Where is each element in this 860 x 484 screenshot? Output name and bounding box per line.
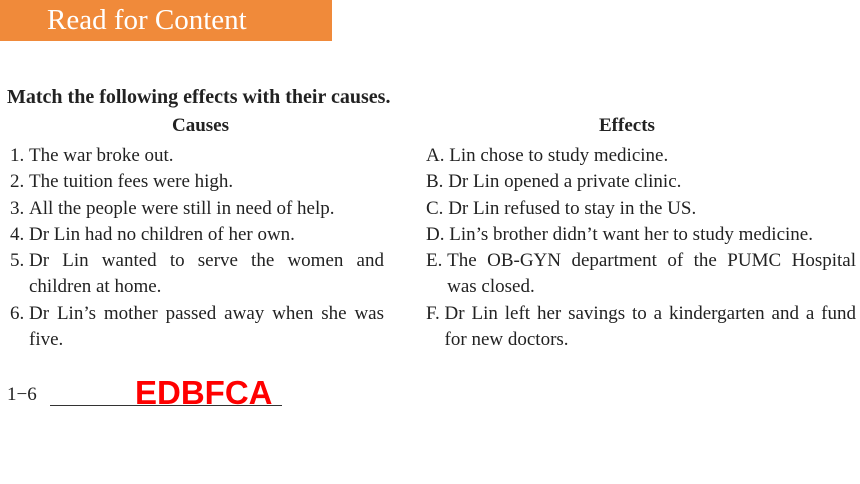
item-number: 2. [10, 171, 25, 193]
item-letter: B. [426, 171, 444, 193]
effects-list [426, 143, 856, 353]
list-item [426, 222, 856, 248]
causes-heading: Causes [172, 115, 230, 136]
item-text: Lin chose to study medicine. [449, 145, 669, 166]
item-number: 4. [10, 223, 25, 245]
list-item [10, 196, 384, 222]
instruction-text: Match the following effects with their causes. [7, 86, 391, 108]
list-item [10, 248, 384, 301]
item-text: Dr Lin refused to stay in the US. [448, 197, 697, 219]
item-number: 6. [10, 302, 25, 324]
banner-title: Read for Content [47, 4, 247, 36]
list-item [10, 301, 384, 354]
item-text: Dr Lin’s mother passed away when she was five. [29, 302, 384, 351]
effects-heading: Effects [599, 115, 655, 136]
list-item [426, 196, 856, 222]
item-text: Dr Lin left her savings to a kindergarten and a fund for new doctors. [444, 302, 856, 351]
answer-value: EDBFCA [135, 374, 273, 411]
item-letter: C. [426, 197, 444, 219]
item-letter: E. [426, 250, 443, 272]
item-text: All the people were still in need of help. [29, 197, 335, 219]
list-item [10, 143, 384, 169]
item-text: Lin’s brother didn’t want her to study medicine. [449, 223, 813, 245]
item-text: Dr Lin wanted to serve the women and children at home. [29, 250, 384, 298]
item-number: 3. [10, 197, 25, 219]
item-text: The OB-GYN department of the PUMC Hospital was closed. [447, 250, 856, 298]
section-banner [0, 0, 332, 41]
item-text: Dr Lin had no children of her own. [29, 223, 295, 245]
list-item [10, 169, 384, 195]
item-text: The war broke out. [29, 145, 174, 166]
causes-list [10, 143, 384, 353]
list-item [426, 169, 856, 195]
list-item [426, 143, 856, 169]
list-item [426, 248, 856, 301]
item-letter: A. [426, 145, 445, 166]
list-item [426, 301, 856, 354]
list-item [10, 222, 384, 248]
item-text: Dr Lin opened a private clinic. [448, 171, 682, 193]
item-number: 1. [10, 145, 25, 166]
item-text: The tuition fees were high. [29, 171, 234, 193]
item-letter: D. [426, 223, 445, 245]
item-letter: F. [426, 302, 440, 324]
answer-label: 1−6 [7, 384, 37, 405]
item-number: 5. [10, 250, 25, 272]
